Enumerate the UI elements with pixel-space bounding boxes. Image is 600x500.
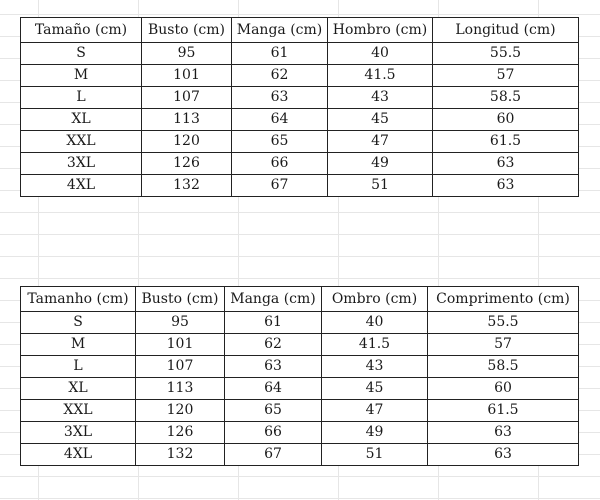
cell-sleeve: 65 [232,131,328,153]
cell-size: 4XL [21,444,136,466]
table-row [21,334,579,356]
size-chart-table-portuguese [20,286,579,466]
cell-shoulder: 51 [328,175,433,197]
table-row [21,175,579,197]
table-row [21,65,579,87]
cell-length: 60 [433,109,579,131]
cell-size: 3XL [21,153,142,175]
header-cell-length: Comprimento (cm) [428,287,579,312]
cell-bust: 113 [142,109,232,131]
cell-size: XXL [21,131,142,153]
cell-sleeve: 62 [232,65,328,87]
table-body [21,312,579,466]
cell-size: XL [21,378,136,400]
cell-sleeve: 62 [225,334,322,356]
cell-sleeve: 61 [232,43,328,65]
header-cell-bust: Busto (cm) [136,287,225,312]
cell-sleeve: 67 [232,175,328,197]
cell-bust: 101 [136,334,225,356]
cell-length: 60 [428,378,579,400]
cell-bust: 120 [142,131,232,153]
table-row [21,109,579,131]
cell-shoulder: 45 [328,109,433,131]
cell-length: 55.5 [433,43,579,65]
cell-sleeve: 67 [225,444,322,466]
cell-sleeve: 64 [225,378,322,400]
cell-sleeve: 61 [225,312,322,334]
cell-length: 58.5 [428,356,579,378]
cell-bust: 120 [136,400,225,422]
cell-length: 63 [428,422,579,444]
cell-size: XL [21,109,142,131]
cell-shoulder: 49 [322,422,428,444]
cell-shoulder: 47 [328,131,433,153]
cell-size: 3XL [21,422,136,444]
cell-size: M [21,65,142,87]
cell-bust: 113 [136,378,225,400]
header-cell-shoulder: Hombro (cm) [328,18,433,43]
table-body [21,43,579,197]
header-cell-size: Tamanho (cm) [21,287,136,312]
cell-length: 58.5 [433,87,579,109]
cell-size: XXL [21,400,136,422]
header-cell-sleeve: Manga (cm) [232,18,328,43]
cell-shoulder: 51 [322,444,428,466]
cell-shoulder: 41.5 [322,334,428,356]
cell-length: 57 [433,65,579,87]
table-row [21,43,579,65]
cell-size: M [21,334,136,356]
header-cell-bust: Busto (cm) [142,18,232,43]
table-row [21,400,579,422]
table-header-row [21,18,579,43]
cell-bust: 95 [136,312,225,334]
table-row [21,444,579,466]
cell-size: 4XL [21,175,142,197]
header-cell-shoulder: Ombro (cm) [322,287,428,312]
cell-shoulder: 40 [328,43,433,65]
cell-shoulder: 40 [322,312,428,334]
cell-shoulder: 43 [328,87,433,109]
size-chart-table-spanish [20,17,579,197]
cell-size: L [21,356,136,378]
cell-sleeve: 65 [225,400,322,422]
cell-shoulder: 47 [322,400,428,422]
cell-bust: 126 [142,153,232,175]
cell-shoulder: 43 [322,356,428,378]
table-row [21,356,579,378]
cell-bust: 107 [136,356,225,378]
cell-size: S [21,312,136,334]
cell-sleeve: 63 [225,356,322,378]
cell-shoulder: 49 [328,153,433,175]
cell-sleeve: 66 [225,422,322,444]
cell-sleeve: 64 [232,109,328,131]
cell-length: 63 [433,153,579,175]
cell-bust: 107 [142,87,232,109]
cell-length: 63 [433,175,579,197]
table-row [21,153,579,175]
cell-length: 63 [428,444,579,466]
table-row [21,312,579,334]
cell-bust: 95 [142,43,232,65]
table-row [21,378,579,400]
table-row [21,131,579,153]
cell-length: 57 [428,334,579,356]
cell-shoulder: 45 [322,378,428,400]
cell-size: L [21,87,142,109]
header-cell-size: Tamaño (cm) [21,18,142,43]
cell-bust: 132 [136,444,225,466]
cell-sleeve: 63 [232,87,328,109]
cell-length: 61.5 [433,131,579,153]
cell-bust: 132 [142,175,232,197]
cell-shoulder: 41.5 [328,65,433,87]
cell-length: 61.5 [428,400,579,422]
table-header-row [21,287,579,312]
cell-size: S [21,43,142,65]
cell-length: 55.5 [428,312,579,334]
table-row [21,87,579,109]
cell-bust: 101 [142,65,232,87]
cell-bust: 126 [136,422,225,444]
cell-sleeve: 66 [232,153,328,175]
header-cell-sleeve: Manga (cm) [225,287,322,312]
table-row [21,422,579,444]
header-cell-length: Longitud (cm) [433,18,579,43]
